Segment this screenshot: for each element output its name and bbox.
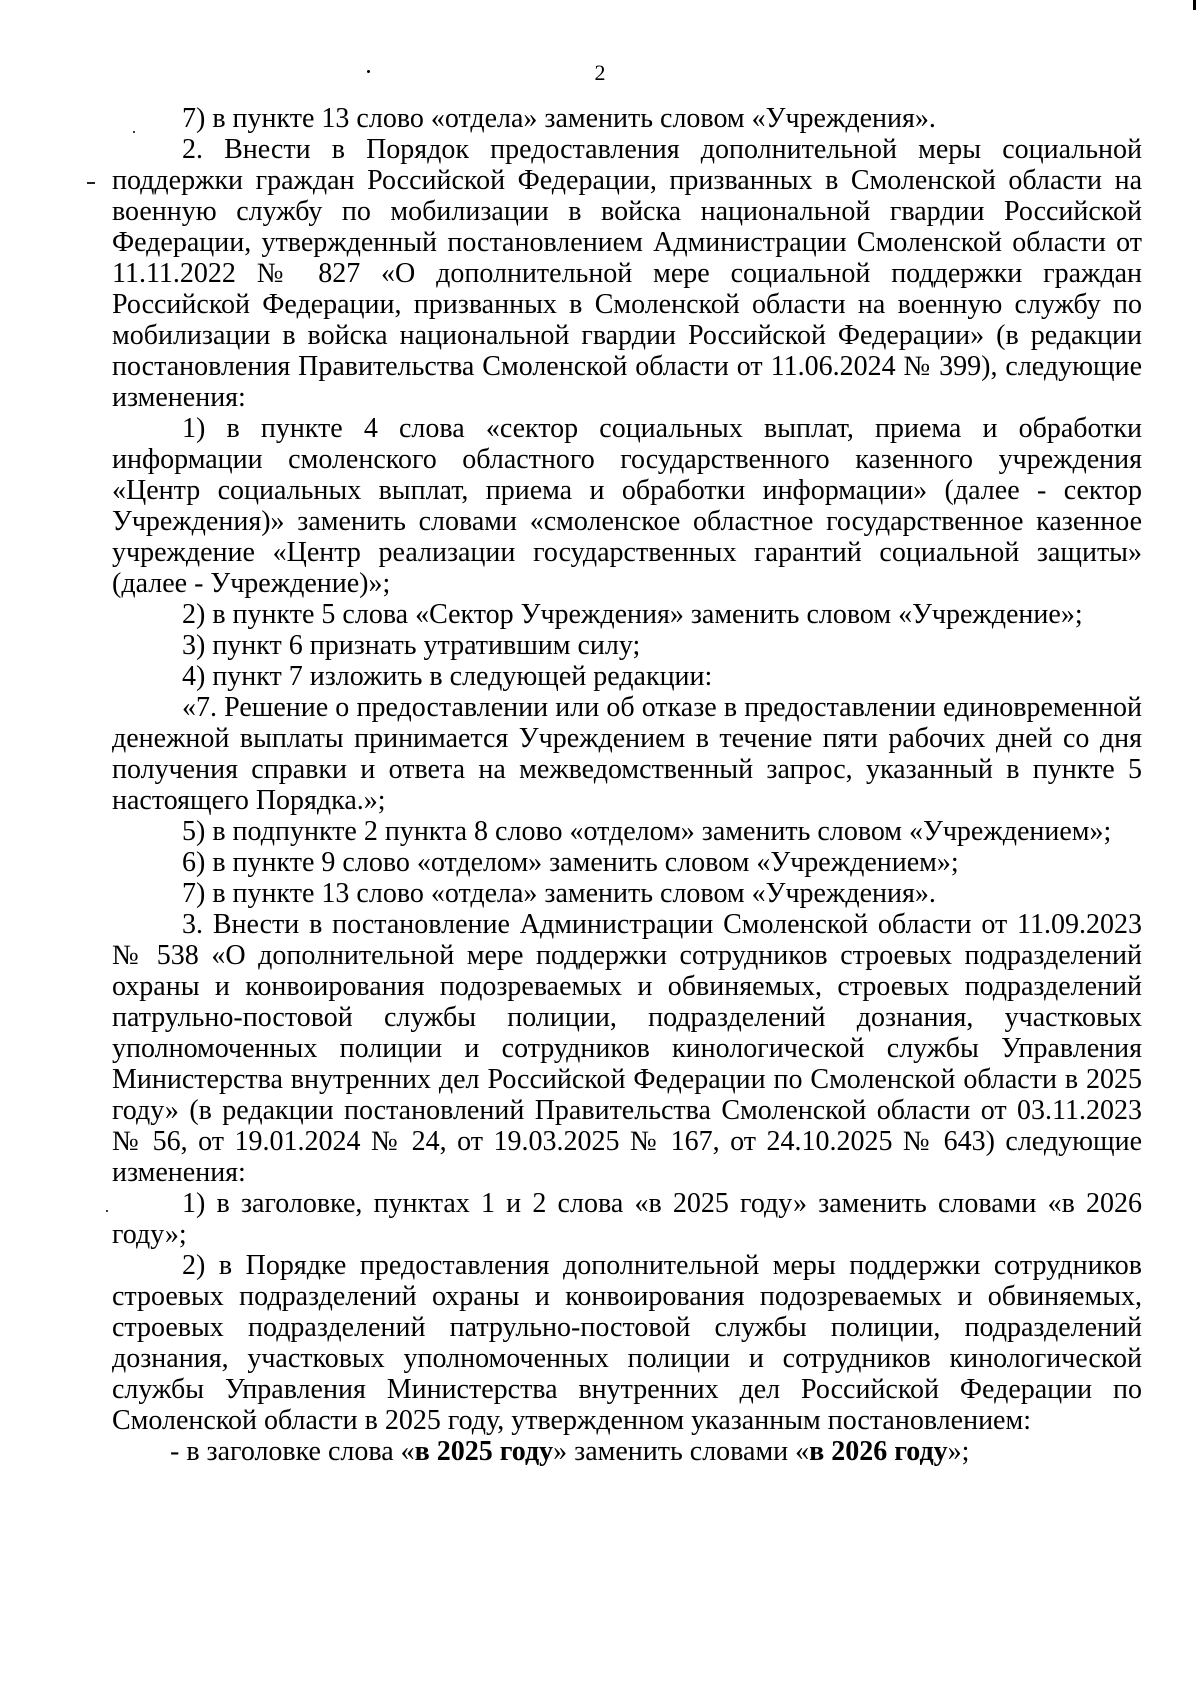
title-change-suffix: »; — [947, 1436, 970, 1467]
paragraph-item-4: 4) пункт 7 изложить в следующей редакции: — [182, 661, 713, 692]
paragraph-item-6: 6) в пункте 9 слово «отделом» заменить словом «Учреждением»; — [182, 847, 959, 878]
paragraph-item-7-first: 7) в пункте 13 слово «отдела» заменить словом «Учреждения». — [182, 103, 936, 134]
paragraph-item-1: 1) в пункте 4 слова «сектор социальных выплат, приема и обработки информации смоленского областного государственного казенного учреждения «Центр социальных выплат, приема и обработки информации» (далее - сектор Учреждения)» заменить словами «смоленское областное государственное казенное учреждение «Центр реализации государственных гарантий социальной защиты» (далее - Учреждение)»; — [112, 413, 1142, 599]
paragraph-section-2: 2. Внести в Порядок предоставления дополнительной меры социальной поддержки граждан Российской Федерации, призванных в Смоленской области на военную службу по мобилизации в войска национальной гвардии Российской Федерации, утвержденный постановлением Администрации Смоленской области от 11.11.2022 № 827 «О дополнительной мере социальной поддержки граждан Российской Федерации, призванных в Смоленской области на военную службу по мобилизации в войска национальной гвардии Российской Федерации» (в редакции постановления Правительства Смоленской области от 11.06.2024 № 399), следующие изменения: — [112, 134, 1142, 413]
paragraph-item-2: 2) в пункте 5 слова «Сектор Учреждения» заменить словом «Учреждение»; — [182, 599, 1083, 630]
scan-edge-mark — [1193, 0, 1196, 10]
scan-margin-mark — [87, 182, 95, 184]
scan-speck — [106, 1210, 108, 1212]
page-number: 2 — [594, 60, 606, 85]
document-body — [112, 103, 1142, 1467]
paragraph-section-3: 3. Внести в постановление Администрации Смоленской области от 11.09.2023 № 538 «О дополнительной мере поддержки сотрудников строевых подразделений охраны и конвоирования подозреваемых и обвиняемых, строевых подразделений патрульно-постовой службы полиции, подразделений дознания, участковых уполномоченных полиции и сотрудников кинологической службы Управления Министерства внутренних дел Российской Федерации по Смоленской области в 2025 году» (в редакции постановлений Правительства Смоленской области от 03.11.2023 № 56, от 19.01.2024 № 24, от 19.03.2025 № 167, от 24.10.2025 № 643) следующие изменения: — [112, 909, 1142, 1188]
paragraph-item-5: 5) в подпункте 2 пункта 8 слово «отделом» заменить словом «Учреждением»; — [182, 816, 1112, 847]
paragraph-section-3-item-2: 2) в Порядке предоставления дополнительной меры поддержки сотрудников строевых подразделений охраны и конвоирования подозреваемых и обвиняемых, строевых подразделений патрульно-постовой службы полиции, подразделений дознания, участковых уполномоченных полиции и сотрудников кинологической службы Управления Министерства внутренних дел Российской Федерации по Смоленской области в 2025 году, утвержденном указанным постановлением: — [112, 1250, 1142, 1436]
title-change-new-year: в 2026 году — [809, 1436, 948, 1467]
scan-speck — [367, 70, 370, 73]
title-change-prefix: - в заголовке слова « — [170, 1436, 415, 1467]
paragraph-section-3-item-1: 1) в заголовке, пунктах 1 и 2 слова «в 2025 году» заменить словами «в 2026 году»; — [112, 1188, 1142, 1250]
paragraph-title-change — [112, 1436, 1142, 1467]
title-change-middle: » заменить словами « — [553, 1436, 810, 1467]
paragraph-quoted-point-7: «7. Решение о предоставлении или об отказе в предоставлении единовременной денежной выплаты принимается Учреждением в течение пяти рабочих дней со дня получения справки и ответа на межведомственный запрос, указанный в пункте 5 настоящего Порядка.»; — [112, 692, 1142, 816]
paragraph-item-7-second: 7) в пункте 13 слово «отдела» заменить словом «Учреждения». — [182, 878, 936, 909]
title-change-old-year: в 2025 году — [414, 1436, 554, 1467]
paragraph-item-3: 3) пункт 6 признать утратившим силу; — [182, 630, 641, 661]
